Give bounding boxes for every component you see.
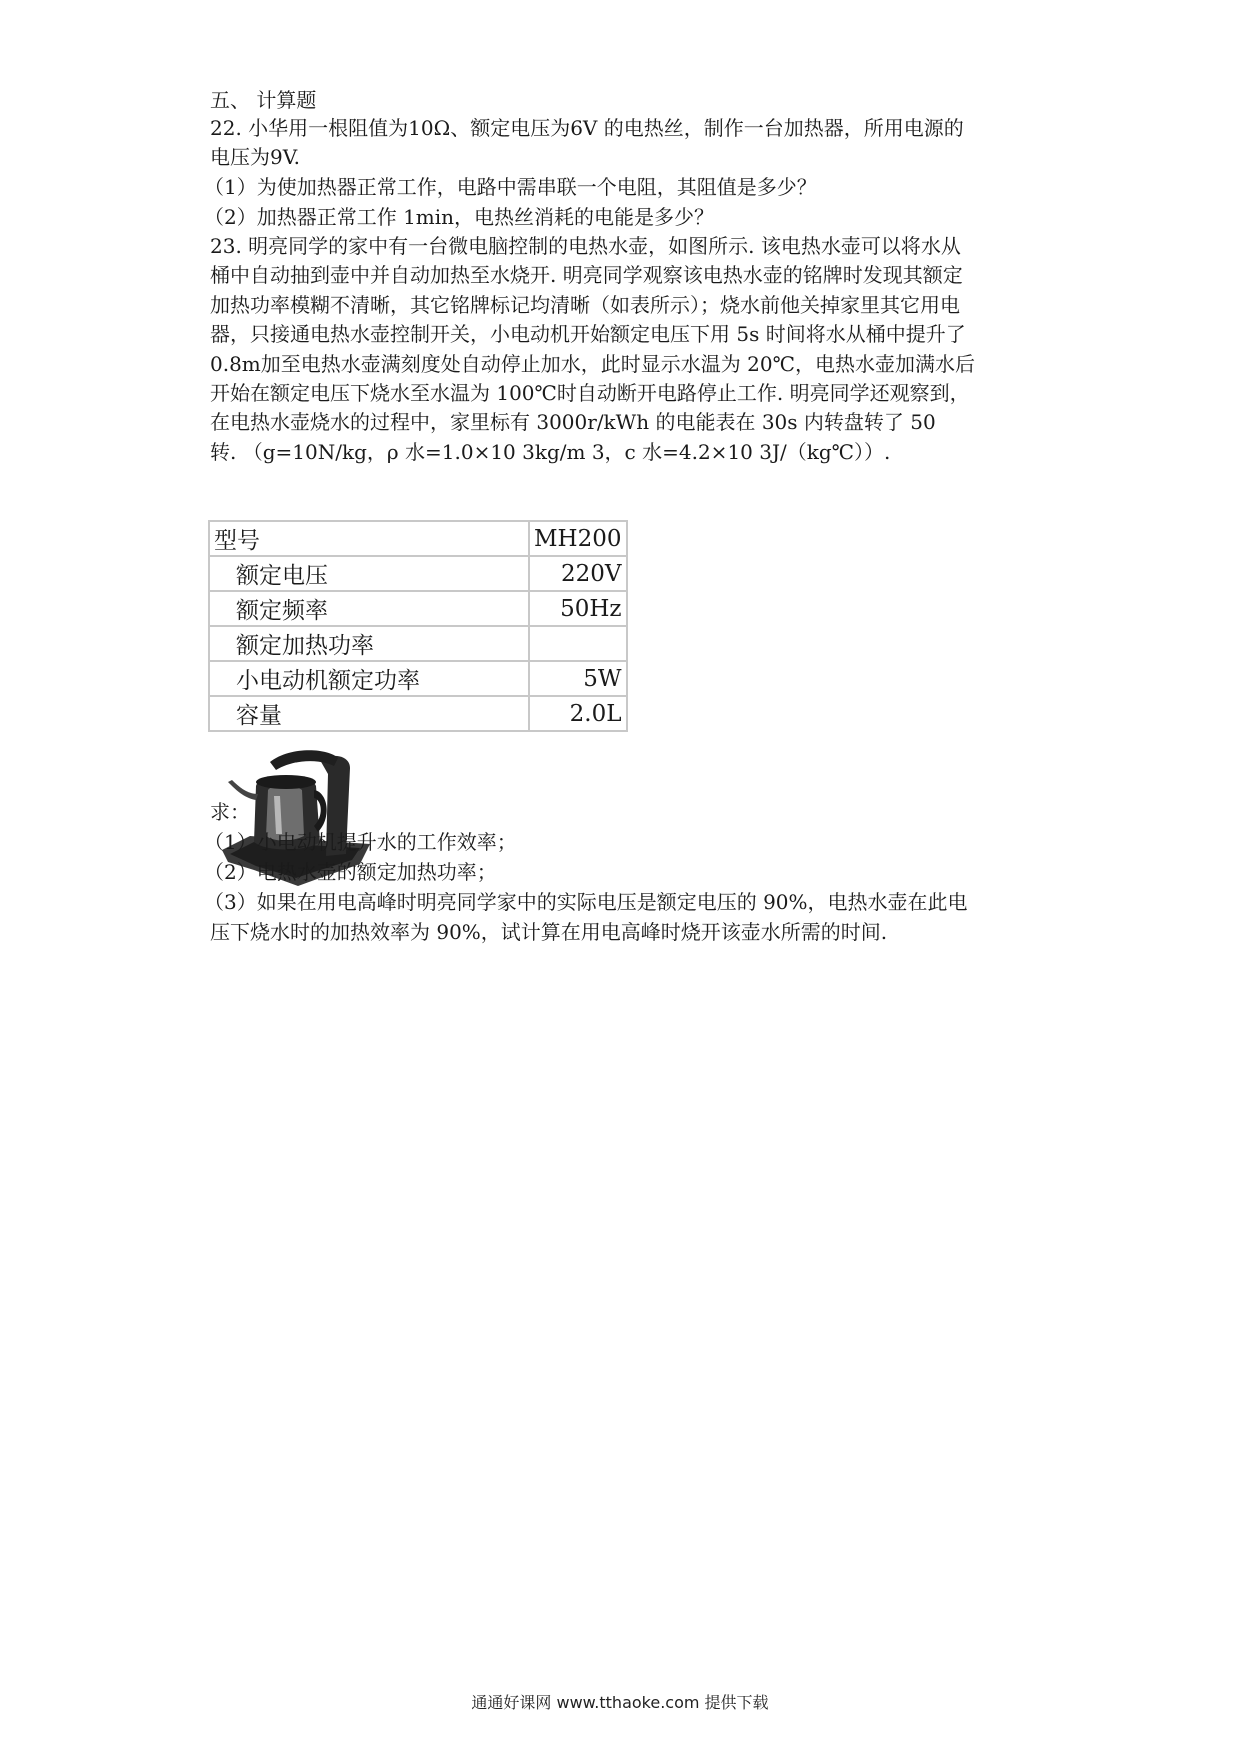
table-row [209,521,627,556]
table-row [209,591,627,626]
spec-label: 小电动机额定功率 [209,661,529,696]
table-row [209,661,627,696]
q23-line-5: 0.8m加至电热水壶满刻度处自动停止加水，此时显示水温为 20℃，电热水壶加满水后 [210,352,975,376]
q22-line-1: 22. 小华用一根阻值为10Ω、额定电压为6V 的电热丝，制作一台加热器，所用电源的 [210,116,964,140]
q23-line-7: 在电热水壶烧水的过程中，家里标有 3000r/kWh 的电能表在 30s 内转盘转了 50 [210,410,936,434]
q23-line-4: 器，只接通电热水壶控制开关，小电动机开始额定电压下用 5s 时间将水从桶中提升了 [210,322,966,346]
spec-label: 容量 [209,696,529,731]
spec-table [208,520,628,732]
section-heading: 五、 计算题 [210,88,317,112]
spec-value: 2.0L [529,696,627,731]
q22-sub-2: （2）加热器正常工作 1min，电热丝消耗的电能是多少？ [204,205,715,229]
q23-line-6: 开始在额定电压下烧水至水温为 100℃时自动断开电路停止工作. 明亮同学还观察到， [210,381,970,405]
q23-line-2: 桶中自动抽到壶中并自动加热至水烧开. 明亮同学观察该电热水壶的铭牌时发现其额定 [210,263,963,287]
spec-value: 50Hz [529,591,627,626]
ask-sub-1: （1）小电动机提升水的工作效率； [204,830,517,854]
spec-label: 额定频率 [209,591,529,626]
ask-label: 求： [210,800,250,824]
ask-sub-3-line-1: （3）如果在用电高峰时明亮同学家中的实际电压是额定电压的 90%，电热水壶在此电 [204,890,968,914]
q23-line-3: 加热功率模糊不清晰，其它铭牌标记均清晰（如表所示）；烧水前他关掉家里其它用电 [210,293,960,317]
q23-line-8: 转. （g=10N/kg，ρ 水=1.0×10 3kg/m 3，c 水=4.2×10 3J/（kg℃））. [210,440,891,464]
spec-value [529,626,627,661]
page-footer: 通通好课网 www.tthaoke.com 提供下载 [471,1693,769,1712]
table-row [209,626,627,661]
spec-label: 额定电压 [209,556,529,591]
ask-sub-2: （2）电热水壶的额定加热功率； [204,860,497,884]
spec-label: 型号 [209,521,529,556]
spec-value: MH200 [529,521,627,556]
table-row [209,696,627,731]
spec-value: 220V [529,556,627,591]
table-row [209,556,627,591]
q22-sub-1: （1）为使加热器正常工作，电路中需串联一个电阻，其阻值是多少？ [204,175,817,199]
ask-sub-3-line-2: 压下烧水时的加热效率为 90%，试计算在用电高峰时烧开该壶水所需的时间. [210,920,888,944]
q22-line-2: 电压为9V. [210,145,301,169]
spec-label: 额定加热功率 [209,626,529,661]
spec-value: 5W [529,661,627,696]
q23-line-1: 23. 明亮同学的家中有一台微电脑控制的电热水壶，如图所示. 该电热水壶可以将水从 [210,234,961,258]
